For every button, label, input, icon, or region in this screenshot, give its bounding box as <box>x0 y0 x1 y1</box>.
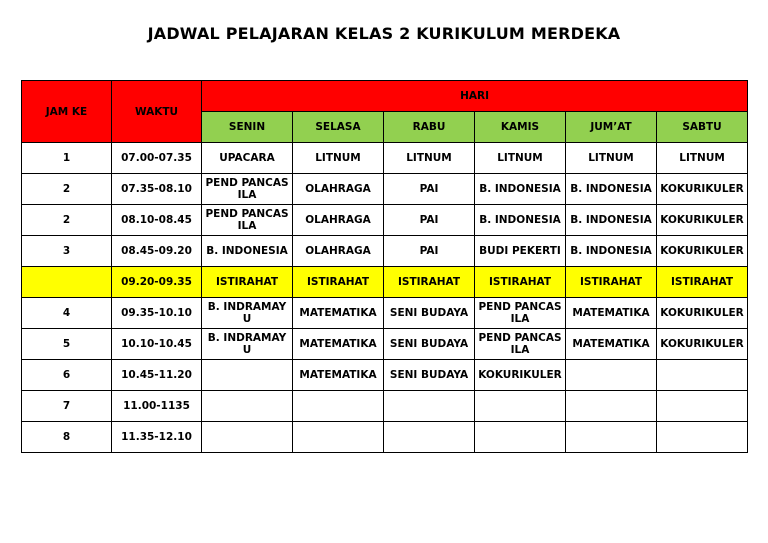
subject-cell: MATEMATIKA <box>293 298 384 329</box>
subject-cell: OLAHRAGA <box>293 205 384 236</box>
waktu-cell: 08.10-08.45 <box>112 205 202 236</box>
waktu-cell: 09.20-09.35 <box>112 267 202 298</box>
subject-cell: UPACARA <box>202 143 293 174</box>
subject-cell: ISTIRAHAT <box>202 267 293 298</box>
waktu-cell: 09.35-10.10 <box>112 298 202 329</box>
header-row <box>22 81 748 112</box>
jam-ke-cell: 2 <box>22 205 112 236</box>
waktu-cell: 11.35-12.10 <box>112 422 202 453</box>
subject-cell <box>566 391 657 422</box>
subject-cell: PEND PANCASILA <box>475 298 566 329</box>
subject-cell: PEND PANCASILA <box>475 329 566 360</box>
subject-cell: SENI BUDAYA <box>384 360 475 391</box>
page-title: JADWAL PELAJARAN KELAS 2 KURIKULUM MERDEKA <box>147 24 621 43</box>
subject-cell <box>202 422 293 453</box>
waktu-cell: 10.45-11.20 <box>112 360 202 391</box>
waktu-cell: 10.10-10.45 <box>112 329 202 360</box>
subject-cell <box>657 422 748 453</box>
day-header-jumat: JUM’AT <box>566 112 657 143</box>
subject-cell <box>566 422 657 453</box>
subject-cell: B. INDONESIA <box>566 236 657 267</box>
jam-ke-cell: 8 <box>22 422 112 453</box>
subject-cell: MATEMATIKA <box>566 298 657 329</box>
subject-cell: ISTIRAHAT <box>566 267 657 298</box>
subject-cell <box>475 391 566 422</box>
subject-cell <box>293 391 384 422</box>
subject-cell <box>202 391 293 422</box>
subject-cell: B. INDRAMAYU <box>202 298 293 329</box>
subject-cell <box>293 422 384 453</box>
subject-cell: B. INDONESIA <box>566 205 657 236</box>
subject-cell: ISTIRAHAT <box>293 267 384 298</box>
subject-cell: LITNUM <box>657 143 748 174</box>
day-header-sabtu: SABTU <box>657 112 748 143</box>
jam-ke-cell: 4 <box>22 298 112 329</box>
table-row <box>22 391 748 422</box>
subject-cell <box>384 422 475 453</box>
table-row <box>22 360 748 391</box>
header-hari: HARI <box>202 81 748 112</box>
subject-cell: KOKURIKULER <box>657 329 748 360</box>
subject-cell: KOKURIKULER <box>657 298 748 329</box>
waktu-cell: 11.00-1135 <box>112 391 202 422</box>
day-header-rabu: RABU <box>384 112 475 143</box>
subject-cell: LITNUM <box>293 143 384 174</box>
jam-ke-cell <box>22 267 112 298</box>
table-row <box>22 205 748 236</box>
subject-cell: B. INDONESIA <box>475 174 566 205</box>
header-waktu: WAKTU <box>112 81 202 143</box>
subject-cell: MATEMATIKA <box>293 329 384 360</box>
header-jam-ke: JAM KE <box>22 81 112 143</box>
subject-cell: MATEMATIKA <box>566 329 657 360</box>
subject-cell: SENI BUDAYA <box>384 329 475 360</box>
subject-cell <box>657 391 748 422</box>
day-header-senin: SENIN <box>202 112 293 143</box>
subject-cell: OLAHRAGA <box>293 236 384 267</box>
subject-cell: PAI <box>384 236 475 267</box>
jam-ke-cell: 1 <box>22 143 112 174</box>
jam-ke-cell: 2 <box>22 174 112 205</box>
table-row <box>22 236 748 267</box>
waktu-cell: 07.35-08.10 <box>112 174 202 205</box>
subject-cell <box>657 360 748 391</box>
table-row <box>22 329 748 360</box>
subject-cell: ISTIRAHAT <box>657 267 748 298</box>
subject-cell: ISTIRAHAT <box>384 267 475 298</box>
subject-cell: B. INDONESIA <box>566 174 657 205</box>
table-row <box>22 143 748 174</box>
subject-cell: PAI <box>384 205 475 236</box>
subject-cell: LITNUM <box>384 143 475 174</box>
subject-cell: PAI <box>384 174 475 205</box>
subject-cell: OLAHRAGA <box>293 174 384 205</box>
break-row <box>22 267 748 298</box>
subject-cell: LITNUM <box>566 143 657 174</box>
table-row <box>22 422 748 453</box>
subject-cell <box>202 360 293 391</box>
subject-cell: PEND PANCASILA <box>202 174 293 205</box>
subject-cell: PEND PANCASILA <box>202 205 293 236</box>
subject-cell: B. INDONESIA <box>202 236 293 267</box>
subject-cell: KOKURIKULER <box>657 236 748 267</box>
subject-cell: ISTIRAHAT <box>475 267 566 298</box>
subject-cell: KOKURIKULER <box>475 360 566 391</box>
table-row <box>22 174 748 205</box>
table-row <box>22 298 748 329</box>
subject-cell: KOKURIKULER <box>657 205 748 236</box>
jam-ke-cell: 6 <box>22 360 112 391</box>
subject-cell: LITNUM <box>475 143 566 174</box>
jam-ke-cell: 7 <box>22 391 112 422</box>
schedule-table <box>21 80 748 453</box>
subject-cell: KOKURIKULER <box>657 174 748 205</box>
jam-ke-cell: 3 <box>22 236 112 267</box>
subject-cell <box>475 422 566 453</box>
waktu-cell: 07.00-07.35 <box>112 143 202 174</box>
waktu-cell: 08.45-09.20 <box>112 236 202 267</box>
subject-cell <box>384 391 475 422</box>
subject-cell: B. INDRAMAYU <box>202 329 293 360</box>
subject-cell: BUDI PEKERTI <box>475 236 566 267</box>
subject-cell: SENI BUDAYA <box>384 298 475 329</box>
day-header-kamis: KAMIS <box>475 112 566 143</box>
subject-cell <box>566 360 657 391</box>
jam-ke-cell: 5 <box>22 329 112 360</box>
subject-cell: B. INDONESIA <box>475 205 566 236</box>
subject-cell: MATEMATIKA <box>293 360 384 391</box>
day-header-selasa: SELASA <box>293 112 384 143</box>
